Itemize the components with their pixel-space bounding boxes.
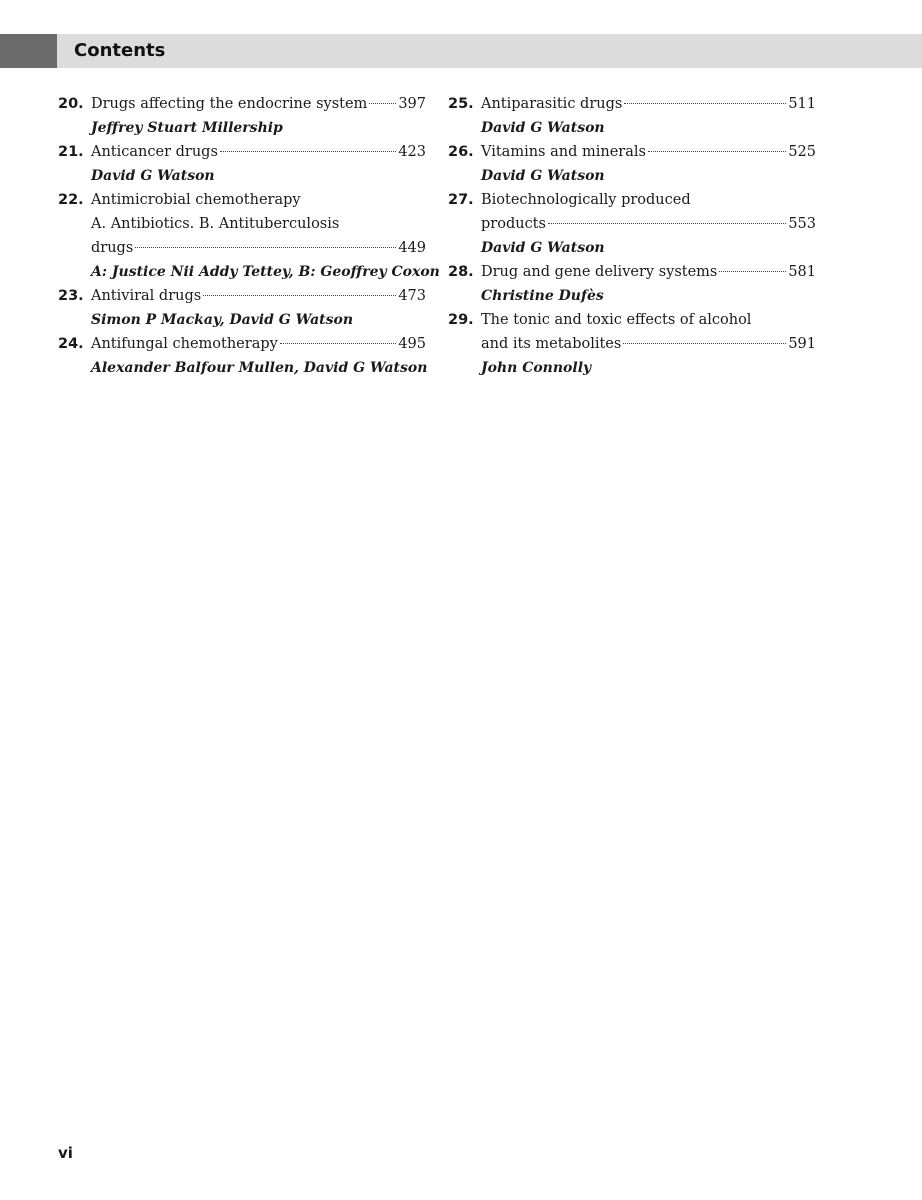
chapter-title-with-page <box>481 332 816 356</box>
dot-leader <box>203 295 396 296</box>
chapter-author: David G Watson <box>481 120 605 136</box>
page-number: 423 <box>398 144 426 160</box>
chapter-title-line: The tonic and toxic effects of alcohol <box>481 312 752 328</box>
toc-entry <box>58 332 426 380</box>
chapter-number: 26. <box>448 144 474 160</box>
chapter-title-with-page <box>91 140 426 164</box>
toc-left-column <box>58 92 440 380</box>
page-title: Contents <box>74 40 166 61</box>
chapter-author: A: Justice Nii Addy Tettey, B: Geoffrey Coxon <box>91 264 440 280</box>
chapter-number: 28. <box>448 264 474 280</box>
page-number: 397 <box>398 96 426 112</box>
toc-entry <box>58 92 426 140</box>
chapter-number: 21. <box>58 144 84 160</box>
chapter-author: John Connolly <box>481 360 592 376</box>
contents-header-band <box>0 34 922 68</box>
chapter-title: Drug and gene delivery systems <box>481 264 718 280</box>
chapter-title: Antiviral drugs <box>91 288 202 304</box>
chapter-author: Simon P Mackay, David G Watson <box>91 312 354 328</box>
chapter-title-with-page <box>91 332 426 356</box>
chapter-title-line: A. Antibiotics. B. Antituberculosis <box>91 216 340 232</box>
chapter-title-with-page <box>91 284 426 308</box>
toc-entry <box>448 92 816 140</box>
chapter-title: products <box>481 216 546 232</box>
chapter-title-line: Biotechnologically produced <box>481 192 691 208</box>
toc-entry <box>58 188 440 284</box>
chapter-author: Alexander Balfour Mullen, David G Watson <box>91 360 428 376</box>
chapter-title: Drugs affecting the endocrine system <box>91 96 368 112</box>
dot-leader <box>624 103 786 104</box>
chapter-author: Christine Dufès <box>481 288 604 304</box>
page-number: 525 <box>788 144 816 160</box>
toc-entry <box>448 188 816 260</box>
chapter-author: David G Watson <box>91 168 215 184</box>
dot-leader <box>719 271 786 272</box>
chapter-title-with-page <box>481 92 816 116</box>
chapter-title-with-page <box>91 92 426 116</box>
dot-leader <box>369 103 396 104</box>
chapter-number: 23. <box>58 288 84 304</box>
toc-right-column <box>448 92 816 380</box>
dot-leader <box>648 151 786 152</box>
chapter-title: and its metabolites <box>481 336 622 352</box>
chapter-title: Anticancer drugs <box>91 144 218 160</box>
chapter-number: 27. <box>448 192 474 208</box>
chapter-number: 25. <box>448 96 474 112</box>
page-number: 581 <box>788 264 816 280</box>
chapter-number: 20. <box>58 96 84 112</box>
chapter-author: David G Watson <box>481 240 605 256</box>
chapter-number: 29. <box>448 312 474 328</box>
chapter-author: David G Watson <box>481 168 605 184</box>
chapter-title: Antiparasitic drugs <box>481 96 623 112</box>
chapter-title-with-page <box>481 260 816 284</box>
chapter-number: 22. <box>58 192 84 208</box>
chapter-title: drugs <box>91 240 134 256</box>
header-tab-block <box>0 34 57 68</box>
toc-entry <box>448 140 816 188</box>
chapter-author: Jeffrey Stuart Millership <box>91 120 283 136</box>
page-folio: vi <box>58 1144 73 1162</box>
dot-leader <box>280 343 397 344</box>
toc-entry <box>58 140 426 188</box>
dot-leader <box>623 343 786 344</box>
chapter-title-with-page <box>481 212 816 236</box>
dot-leader <box>220 151 396 152</box>
chapter-title-with-page <box>481 140 816 164</box>
page-number: 495 <box>398 336 426 352</box>
page-number: 591 <box>788 336 816 352</box>
chapter-title: Vitamins and minerals <box>481 144 646 160</box>
page-number: 553 <box>788 216 816 232</box>
page-number: 449 <box>398 240 426 256</box>
toc-entry <box>448 260 816 308</box>
page-number: 473 <box>398 288 426 304</box>
chapter-title-line: Antimicrobial chemotherapy <box>91 192 301 208</box>
toc-entry <box>58 284 426 332</box>
toc-entry <box>448 308 816 380</box>
chapter-title: Antifungal chemotherapy <box>91 336 278 352</box>
chapter-title-with-page <box>91 236 426 260</box>
chapter-number: 24. <box>58 336 84 352</box>
dot-leader <box>135 247 396 248</box>
dot-leader <box>548 223 786 224</box>
page-number: 511 <box>788 96 816 112</box>
